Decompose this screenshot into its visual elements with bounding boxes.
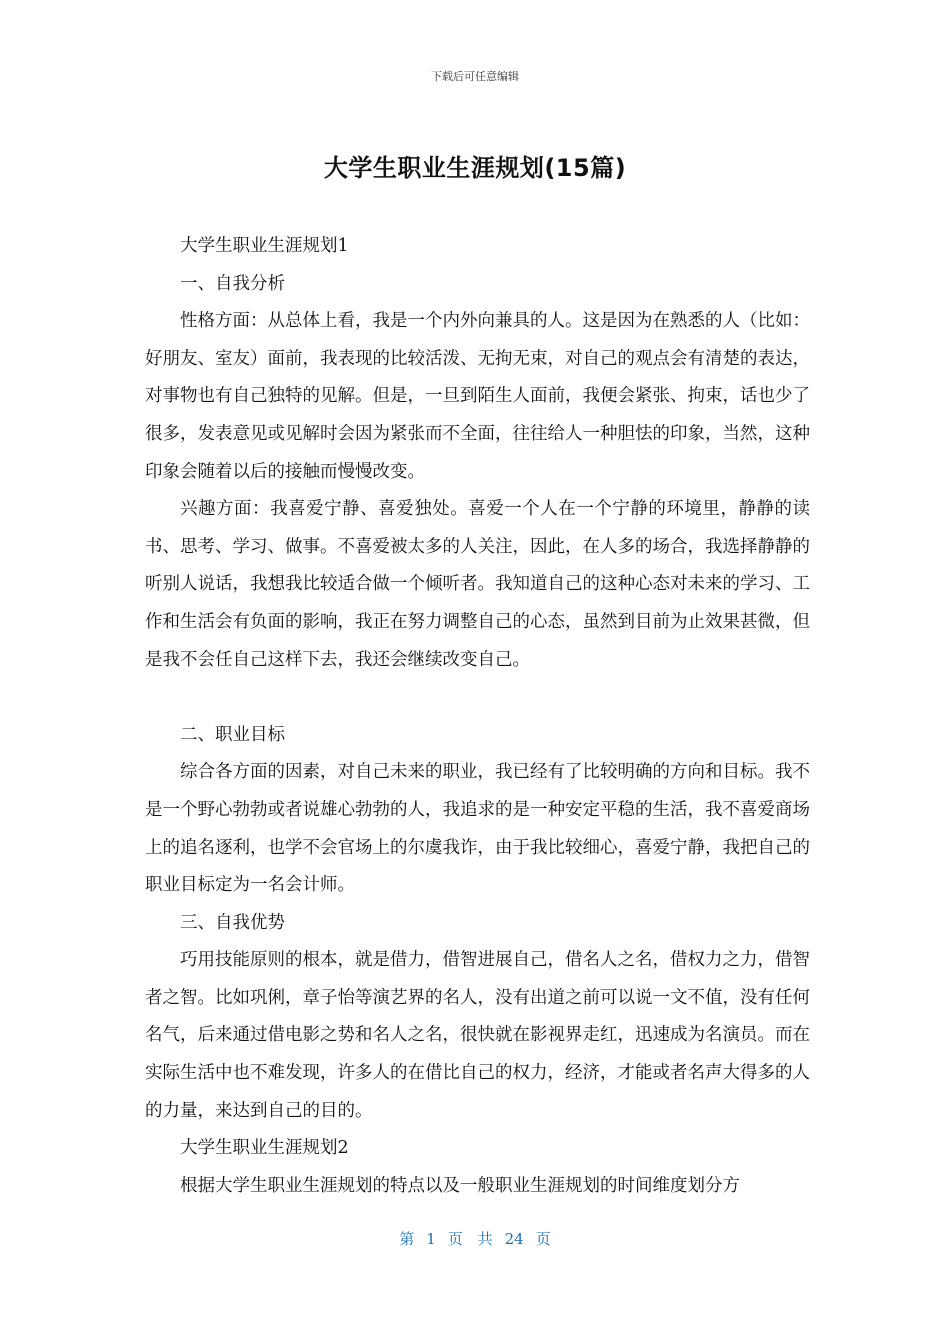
section-heading: 三、自我优势 (180, 912, 285, 933)
page-label-mid: 页 共 (447, 1230, 493, 1248)
paragraph: 巧用技能原则的根本，就是借力，借智进展自己，借名人之名，借权力之力，借智者之智。比如巩俐，章子怡等演艺界的名人，没有出道之前可以说一文不值，没有任何名气，后来通过借电影之势和名人之名，很快就在影视界走红，迅速成为名演员。而在实际生活中也不难发现，许多人的在借比自己的权力，经济，才能或者名声大得多的人的力量，来达到自己的目的。 (145, 950, 810, 1121)
page-number: 1 (426, 1230, 436, 1248)
document-body (145, 228, 810, 1205)
header-note: 下载后可任意编辑 (431, 70, 519, 83)
document-title: 大学生职业生涯规划(15篇) (323, 154, 627, 182)
paragraph: 综合各方面的因素，对自己未来的职业，我已经有了比较明确的方向和目标。我不是一个野心勃勃或者说雄心勃勃的人，我追求的是一种安定平稳的生活，我不喜爱商场上的追名逐利，也学不会官场上的尔虞我诈，由于我比较细心，喜爱宁静，我把自己的职业目标定为一名会计师。 (145, 762, 810, 896)
section-heading: 大学生职业生涯规划1 (180, 236, 349, 256)
paragraph: 性格方面：从总体上看，我是一个内外向兼具的人。这是因为在熟悉的人（比如：好朋友、室友）面前，我表现的比较活泼、无拘无束，对自己的观点会有清楚的表达，对事物也有自己独特的见解。但是，一旦到陌生人面前，我便会紧张、拘束，话也少了很多，发表意见或见解时会因为紧张而不全面，往往给人一种胆怯的印象，当然，这种印象会随着以后的接触而慢慢改变。 (145, 311, 810, 482)
total-pages: 24 (504, 1230, 524, 1248)
section-heading: 二、职业目标 (180, 724, 285, 745)
section-heading: 一、自我分析 (180, 273, 285, 294)
page-label-suffix: 页 (535, 1230, 551, 1248)
paragraph: 根据大学生职业生涯规划的特点以及一般职业生涯规划的时间维度划分方 (180, 1175, 740, 1196)
blank-line (145, 679, 810, 717)
page-label-prefix: 第 (399, 1230, 415, 1248)
paragraph: 兴趣方面：我喜爱宁静、喜爱独处。喜爱一个人在一个宁静的环境里，静静的读书、思考、学习、做事。不喜爱被太多的人关注，因此，在人多的场合，我选择静静的听别人说话，我想我比较适合做一个倾听者。我知道自己的这种心态对未来的学习、工作和生活会有负面的影响，我正在努力调整自己的心态，虽然到目前为止效果甚微，但是我不会任自己这样下去，我还会继续改变自己。 (145, 499, 810, 670)
section-heading: 大学生职业生涯规划2 (180, 1138, 349, 1159)
page-footer (0, 1228, 950, 1249)
